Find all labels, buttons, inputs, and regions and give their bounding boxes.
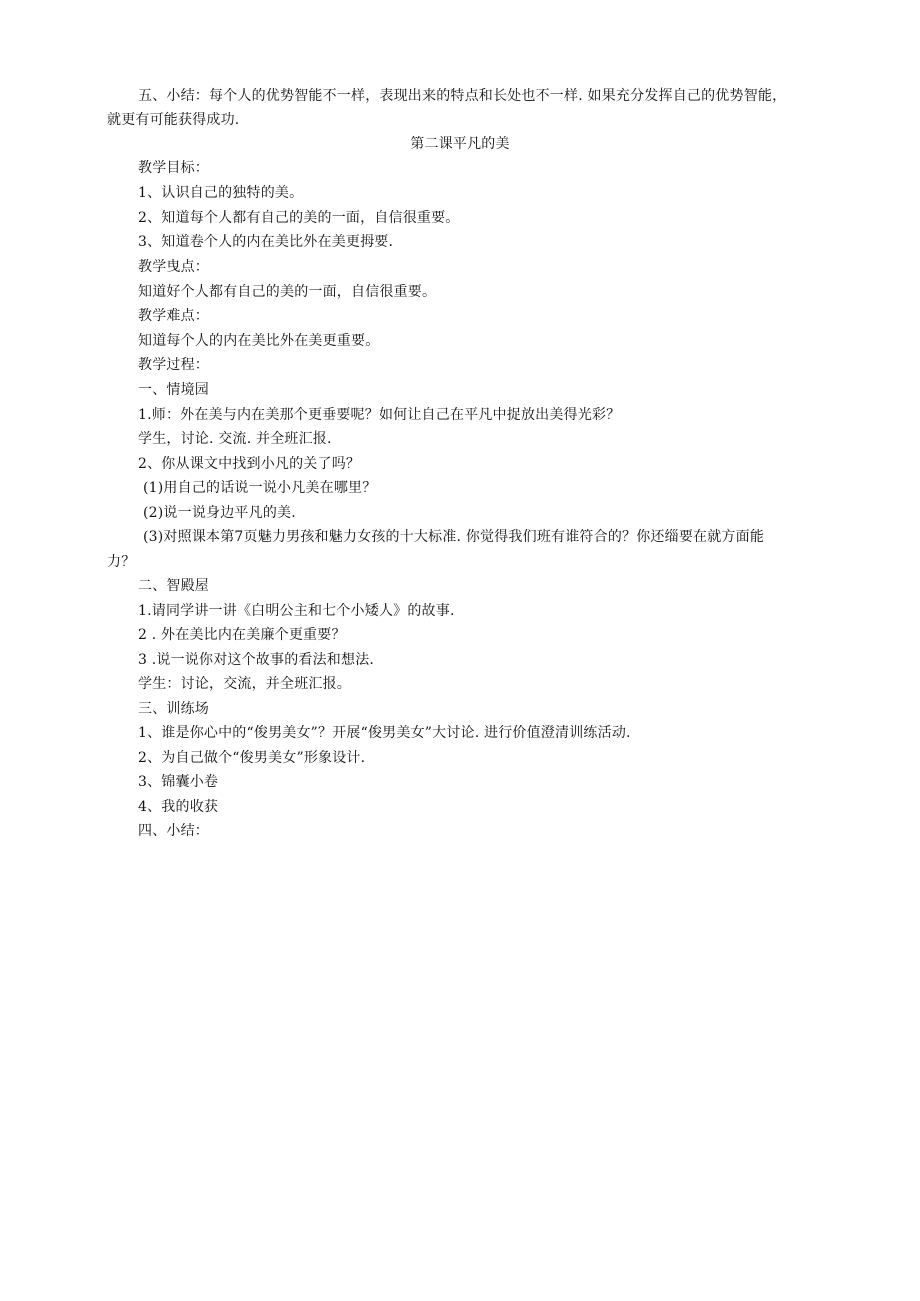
section-item: 1.请同学讲一讲《白明公主和七个小矮人》的故事. xyxy=(138,603,455,619)
summary-continuation: 就更有可能获得成功. xyxy=(107,112,240,128)
section-heading: 三、训练场 xyxy=(138,701,209,717)
sub-item-continuation: 力？ xyxy=(107,554,136,570)
sub-item: (3)对照课本第7页魅力男孩和魅力女孩的十大标准. 你觉得我们班有谁符合的？你还缁要在就方面能 xyxy=(143,529,765,545)
section-item: 3、锦囊小卷 xyxy=(138,774,219,790)
goal-item: 1、认识自己的独特的美。 xyxy=(138,185,304,201)
key-point-heading: 教学曳点： xyxy=(138,259,209,275)
difficult-point-heading: 教学难点： xyxy=(138,308,209,324)
goal-item: 3、知道卷个人的内在美比外在美更拇要. xyxy=(138,234,394,250)
key-point-text: 知道好个人都有自己的美的一面，自信很重要。 xyxy=(138,284,437,300)
sub-item: (1)用自己的话说一说小凡美在哪里？ xyxy=(143,480,377,496)
section-item: 2、你从课文中找到小凡的关了吗？ xyxy=(138,456,361,472)
section-item: 1.师：外在美与内在美那个更垂要呢？如何让自己在平凡中捉放出美得光彩？ xyxy=(138,407,621,423)
section-item: 2、为自己做个“俊男美女”形象设计. xyxy=(138,750,366,766)
lesson-title: 第二课平凡的美 xyxy=(410,136,510,152)
section-item: 学生：讨论，交流，并全班汇报。 xyxy=(138,676,351,692)
goals-heading: 教学目标： xyxy=(138,160,209,176)
section-item: 2 . 外在美比内在美廉个更重要？ xyxy=(138,627,346,643)
sub-item: (2)说一说身边平凡的美. xyxy=(143,505,296,521)
section-heading: 四、小结： xyxy=(138,823,209,839)
goal-item: 2、知道每个人都有自己的美的一面，自信很重要。 xyxy=(138,210,460,226)
summary-intro: 五、小结：每个人的优势智能不一样，表现出来的特点和长处也不一样. 如果充分发挥自己的优势智能， xyxy=(138,88,787,104)
difficult-point-text: 知道每个人的内在美比外在美更重要。 xyxy=(138,333,380,349)
section-heading: 一、情境园 xyxy=(138,382,209,398)
section-heading: 二、智殿屋 xyxy=(138,578,209,594)
section-item: 学生，讨论. 交流. 并全班汇报. xyxy=(138,431,332,447)
section-item: 3 .说一说你对这个故事的看法和想法. xyxy=(138,652,375,668)
section-item: 1、谁是你心中的“俊男美女”？开展“俊男美女”大讨论. 进行价值澄清训练活动. xyxy=(138,725,631,741)
process-heading: 教学过程： xyxy=(138,357,209,373)
section-item: 4、我的收获 xyxy=(138,799,219,815)
